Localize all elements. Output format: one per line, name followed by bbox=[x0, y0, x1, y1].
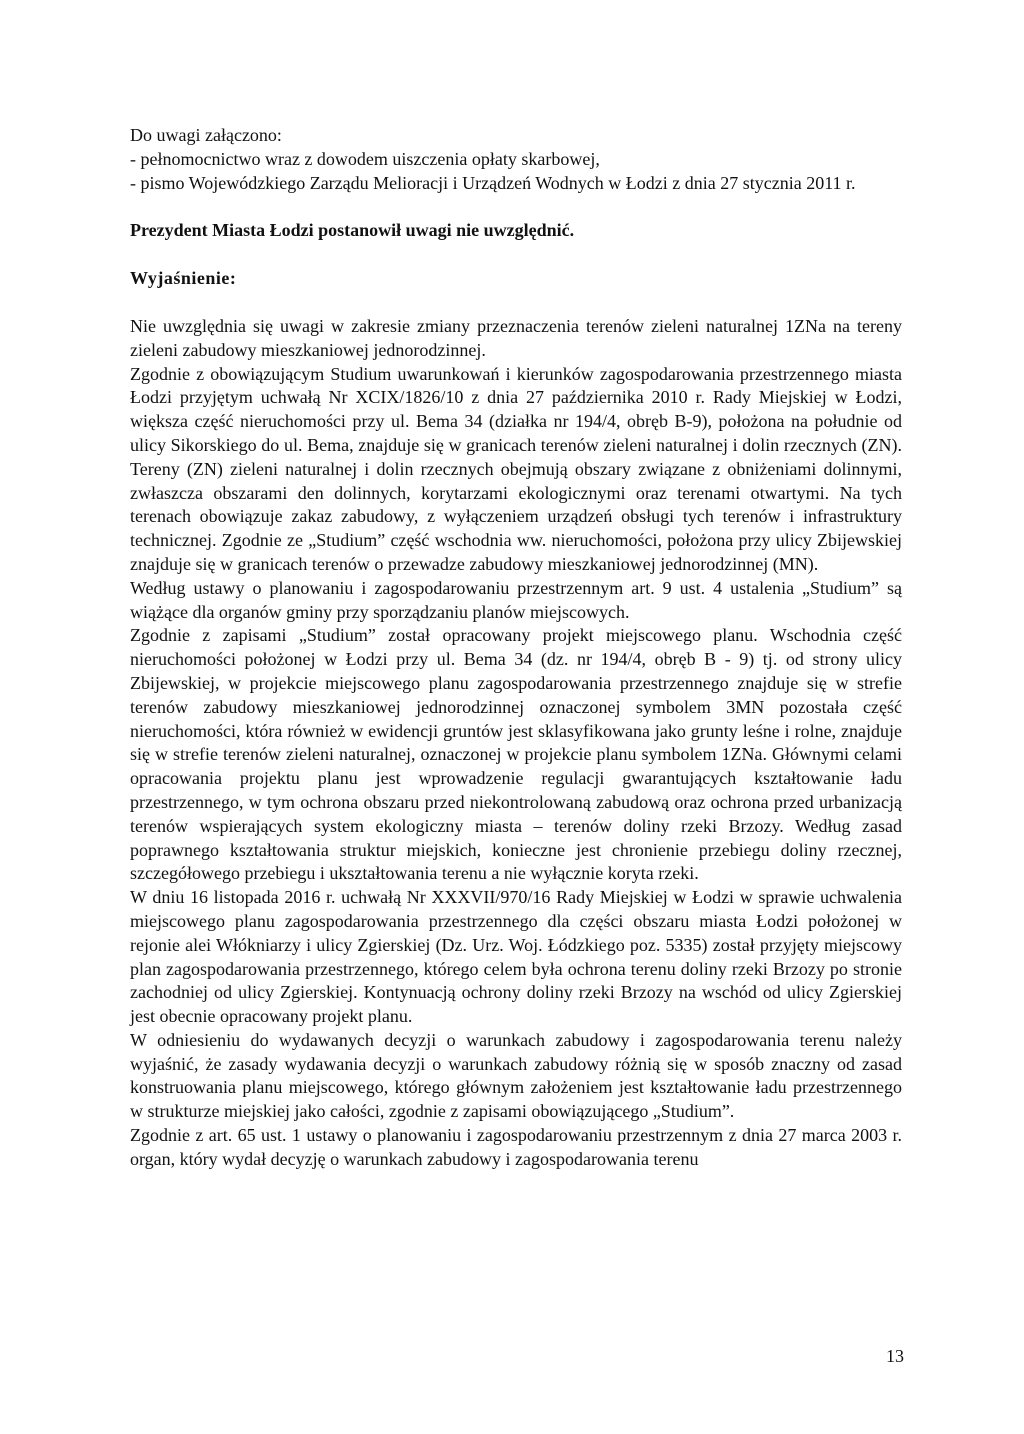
decision-heading: Prezydent Miasta Łodzi postanowił uwagi nie uwzględnić. bbox=[130, 220, 575, 241]
paragraph: Nie uwzględnia się uwagi w zakresie zmiany przeznaczenia terenów zieleni naturalnej 1ZNa na tereny zieleni zabudowy mieszkaniowej jednorodzinnej. bbox=[130, 315, 902, 360]
page-number: 13 bbox=[886, 1346, 904, 1366]
attachment-item: - pełnomocnictwo wraz z dowodem uiszczenia opłaty skarbowej, bbox=[130, 148, 600, 169]
explanation-heading: Wyjaśnienie: bbox=[130, 268, 237, 289]
paragraph: Zgodnie z obowiązującym Studium uwarunkowań i kierunków zagospodarowania przestrzennego miasta Łodzi przyjętym uchwałą Nr XCIX/1826/10 z dnia 27 października 2010 r. Rady Miejskiej w Łodzi, większa część nieruchomości przy ul. Bema 34 (działka nr 194/4, obręb B-9), położona na południe od ulicy Sikorskiego do ul. Bema, znajduje się w granicach terenów zieleni naturalnej i dolin rzecznych (ZN). Tereny (ZN) zieleni naturalnej i dolin rzecznych obejmują obszary związane z obniżeniami dolinnymi, zwłaszcza obszarami den dolinnych, korytarzami ekologicznymi oraz terenami otwartymi. Na tych terenach obowiązuje zakaz zabudowy, z wyłączeniem urządzeń obsługi tych terenów i infrastruktury technicznej. Zgodnie ze „Studium” część wschodnia ww. nieruchomości, położona przy ulicy Zbijewskiej znajduje się w granicach terenów o przewadze zabudowy mieszkaniowej jednorodzinnej (MN). bbox=[130, 363, 902, 574]
page-content bbox=[130, 124, 902, 1172]
paragraph: W dniu 16 listopada 2016 r. uchwałą Nr XXXVII/970/16 Rady Miejskiej w Łodzi w sprawie uchwalenia miejscowego planu zagospodarowania przestrzennego dla części obszaru miasta Łodzi położonej w rejonie alei Włókniarzy i ulicy Zgierskiej (Dz. Urz. Woj. Łódzkiego poz. 5335) został przyjęty miejscowy plan zagospodarowania przestrzennego, którego celem była ochrona terenu doliny rzeki Brzozy po stronie zachodniej od ulicy Zgierskiej. Kontynuacją ochrony doliny rzeki Brzozy na wschód od ulicy Zgierskiej jest obecnie opracowany projekt planu. bbox=[130, 887, 902, 1027]
paragraph: Zgodnie z zapisami „Studium” został opracowany projekt miejscowego planu. Wschodnia część nieruchomości położonej w Łodzi przy ul. Bema 34 (dz. nr 194/4, obręb B - 9) tj. od strony ulicy Zbijewskiej, w projekcie miejscowego planu zagospodarowania przestrzennego znajduje się w strefie terenów zabudowy mieszkaniowej jednorodzinnej oznaczonej symbolem 3MN pozostała część nieruchomości, która również w ewidencji gruntów jest sklasyfikowana jako grunty leśne i rolne, znajduje się w strefie terenów zieleni naturalnej, oznaczonej w projekcie planu symbolem 1ZNa. Głównymi celami opracowania projektu planu jest wprowadzenie regulacji gwarantujących kształtowanie ładu przestrzennego, w tym ochrona obszaru przed niekontrolowaną zabudową oraz ochrona przed urbanizacją terenów wspierających system ekologiczny miasta – terenów doliny rzeki Brzozy. Według zasad poprawnego kształtowania struktur miejskich, konieczne jest chronienie przebiegu doliny rzecznej, szczegółowego przebiegu i ukształtowania terenu a nie wyłącznie koryta rzeki. bbox=[130, 625, 902, 884]
attachment-item: - pismo Wojewódzkiego Zarządu Melioracji i Urządzeń Wodnych w Łodzi z dnia 27 stycznia 2011 r. bbox=[130, 172, 856, 193]
attachments-heading: Do uwagi załączono: bbox=[130, 125, 282, 145]
paragraph: Zgodnie z art. 65 ust. 1 ustawy o planowaniu i zagospodarowaniu przestrzennym z dnia 27 marca 2003 r. organ, który wydał decyzję o warunkach zabudowy i zagospodarowania terenu bbox=[130, 1125, 902, 1169]
paragraph: W odniesieniu do wydawanych decyzji o warunkach zabudowy i zagospodarowania terenu należy wyjaśnić, że zasady wydawania decyzji o warunkach zabudowy różnią się w sposób znaczny od zasad konstruowania planu miejscowego, którego głównym założeniem jest kształtowanie ładu przestrzennego w strukturze miejskiej jako całości, zgodnie z zapisami obowiązującego „Studium”. bbox=[130, 1029, 902, 1122]
paragraph: Według ustawy o planowaniu i zagospodarowaniu przestrzennym art. 9 ust. 4 ustalenia „Studium” są wiążące dla organów gminy przy sporządzaniu planów miejscowych. bbox=[130, 577, 902, 622]
